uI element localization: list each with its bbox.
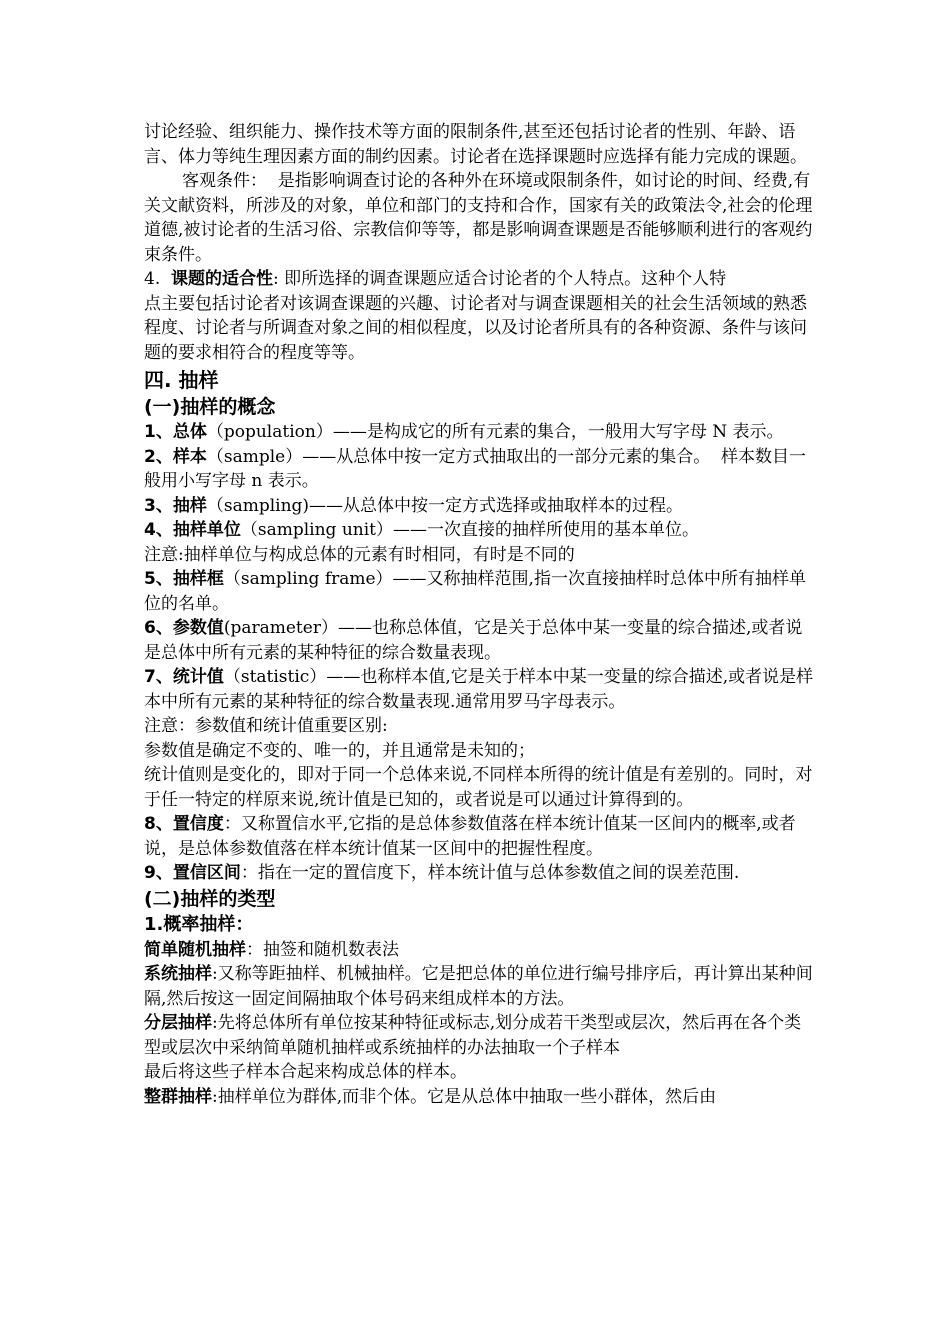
item-text: （statistic）——也称样本值,它是关于样本中某一变量的综合描述,或者说是样本中所有元素的某种特征的综合数量表现.通常用罗马字母表示。: [144, 667, 814, 712]
item-number: 3、: [144, 495, 173, 516]
subsection-probability: 1.概率抽样：: [144, 913, 254, 935]
item-term: 分层抽样: [144, 1013, 212, 1033]
item-text: ：又称置信水平,它指的是总体参数值落在样本统计值某一区间内的概率,或者说，是总体参数值落在样本统计值某一区间中的把握性程度。: [144, 814, 796, 859]
sampling-type-item: [144, 938, 814, 963]
item-number: 6、: [144, 618, 173, 638]
sampling-types-list: [144, 938, 814, 1110]
item-text: ：抽签和随机数表法: [246, 939, 399, 960]
note-difference: 注意：参数值和统计值重要区别:: [144, 716, 388, 736]
paragraph-suitability-cont: 点主要包括讨论者对该调查课题的兴趣、讨论者对与调查课题相关的社会生活领域的熟悉程度、讨论者与所调查对象之间的相似程度，以及讨论者所具有的各种资源、条件与该问题的要求相符合的程度等等。: [144, 293, 807, 363]
concept-item: [144, 494, 814, 519]
item-term: 置信区间: [172, 863, 241, 883]
item-number: 5、: [144, 569, 173, 589]
item-term: 抽样: [172, 495, 207, 516]
item-term: 样本: [172, 446, 207, 467]
item-number: 9、: [144, 863, 173, 883]
concept-item: [144, 420, 814, 445]
concept-item: [144, 567, 814, 616]
item-number: 7、: [144, 667, 173, 687]
item-term: 抽样框: [172, 569, 224, 589]
item-text: :抽样单位为群体,而非个体。它是从总体中抽取一些小群体，然后由: [212, 1086, 717, 1107]
item-term: 参数值: [172, 618, 224, 638]
item-text: :又称等距抽样、机械抽样。它是把总体的单位进行编号排序后，再计算出某种间隔,然后按这一固定间隔抽取个体号码来组成样本的方法。: [144, 964, 813, 1009]
item-text: （population）——是构成它的所有元素的集合，一般用大写字母 N 表示。: [206, 422, 784, 442]
concept-list-2: [144, 567, 814, 714]
sampling-type-item: [144, 1011, 814, 1060]
item-text: （sampling)——从总体中按一定方式选择或抽取样本的过程。: [206, 495, 684, 516]
note-statistic: 统计值则是变化的，即对于同一个总体来说,不同样本所得的统计值是有差别的。同时，对于任一特定的样原来说,统计值是已知的，或者说是可以通过计算得到的。: [144, 765, 813, 810]
concept-list-1: [144, 420, 814, 543]
paragraph-objective-conditions: 客观条件： 是指影响调查讨论的各种外在环境或限制条件，如讨论的时间、经费,有关文献资料，所涉及的对象，单位和部门的支持和合作，国家有关的政策法令,社会的伦理道德,被讨论者的生活习俗、宗教信仰等等，都是影响调查课题是否能够顺利进行的客观约束条件。: [144, 171, 813, 265]
item-number: 4.: [144, 269, 172, 289]
item-term: 整群抽样: [144, 1086, 212, 1107]
concept-item: [144, 445, 814, 494]
sampling-type-item: [144, 962, 814, 1011]
item-text: （sampling unit）——一次直接的抽样所使用的基本单位。: [240, 520, 699, 540]
item-term: 系统抽样: [144, 964, 212, 984]
term-suitability: 课题的适合性: [171, 269, 274, 289]
item-term: 抽样单位: [172, 520, 241, 540]
document-page: [144, 120, 814, 1109]
section-title-sampling: 四. 抽样: [144, 368, 219, 392]
item-term: 置信度: [172, 814, 224, 834]
item-text: (parameter）——也称总体值，它是关于总体中某一变量的综合描述,或者说是总体中所有元素的某种特征的综合数量表现。: [144, 618, 803, 663]
concept-item: [144, 861, 814, 886]
sampling-type-item: [144, 1085, 814, 1110]
item-text: :先将总体所有单位按某种特征或标志,划分成若干类型或层次，然后再在各个类型或层次中采纳简单随机抽样或系统抽样的办法抽取一个子样本: [144, 1013, 802, 1058]
item-text: ：指在一定的置信度下，样本统计值与总体参数值之间的误差范围.: [240, 863, 740, 883]
item-term: 简单随机抽样: [144, 939, 246, 960]
item-number: 2、: [144, 446, 173, 467]
item-term: 总体: [172, 422, 207, 442]
subsection-types: (二)抽样的类型: [144, 887, 276, 910]
item-number: 4、: [144, 520, 173, 540]
item-text: 最后将这些子样本合起来构成总体的样本。: [144, 1062, 467, 1082]
concept-item: [144, 518, 814, 543]
concept-item: [144, 812, 814, 861]
note-sampling-unit: 注意:抽样单位与构成总体的元素有时相同，有时是不同的: [144, 544, 575, 565]
concept-item: [144, 616, 814, 665]
item-number: 8、: [144, 814, 173, 834]
concept-list-3: [144, 812, 814, 886]
paragraph-suitability: [144, 267, 814, 292]
item-text: （sampling frame）——又称抽样范围,指一次直接抽样时总体中所有抽样单位的名单。: [144, 569, 806, 614]
sampling-type-item: [144, 1060, 814, 1085]
item-number: 1、: [144, 422, 173, 442]
item-text: （sample）——从总体中按一定方式抽取出的一部分元素的集合。 样本数目一般用小写字母 n 表示。: [144, 446, 807, 491]
item-term: 统计值: [172, 667, 224, 687]
paragraph-constraints: 讨论经验、组织能力、操作技术等方面的限制条件,甚至还包括讨论者的性别、年龄、语言、体力等纯生理因素方面的制约因素。讨论者在选择课题时应选择有能力完成的课题。: [144, 122, 807, 167]
note-parameter: 参数值是确定不变的、唯一的，并且通常是未知的；: [144, 740, 535, 761]
subsection-concepts: (一)抽样的概念: [144, 396, 276, 418]
concept-item: [144, 665, 814, 714]
item-text: : 即所选择的调查课题应适合讨论者的个人特点。这种个人特: [273, 269, 727, 289]
